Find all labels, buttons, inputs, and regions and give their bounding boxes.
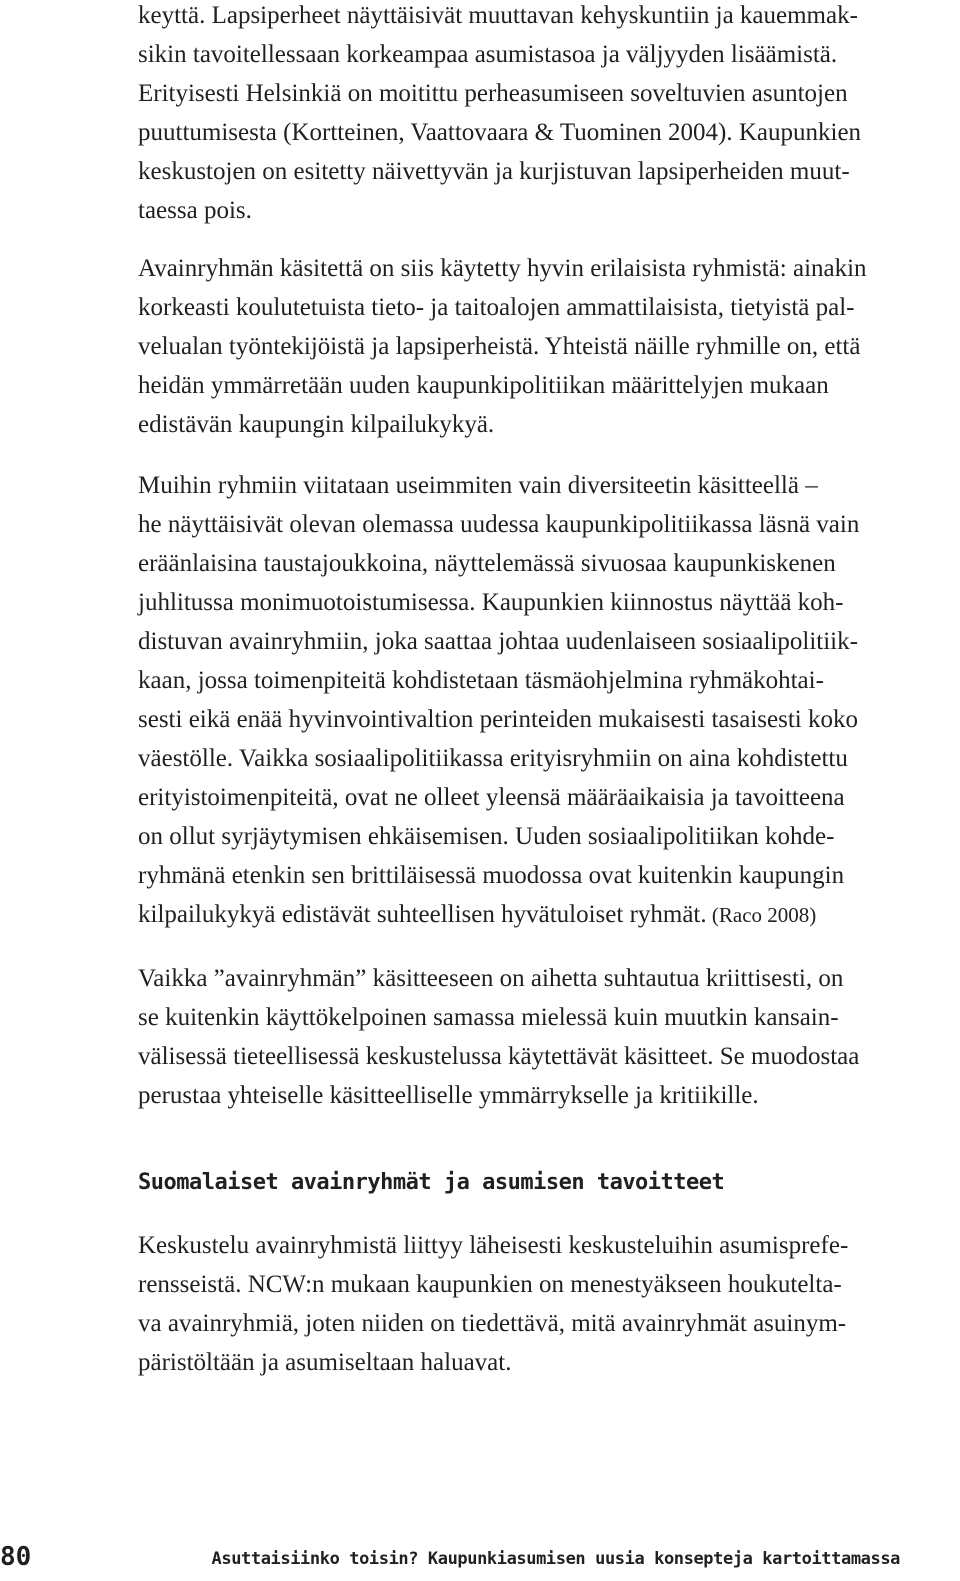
text-line: Muihin ryhmiin viitataan useimmiten vain diversiteetin käsitteellä – [138,472,818,499]
text-line: va avainryhmiä, joten niiden on tiedettävä, mitä avainryhmät asuinym- [138,1310,847,1337]
text-line: rensseistä. NCW:n mukaan kaupunkien on menestyäkseen houkutelta- [138,1271,842,1298]
text-line: heidän ymmärretään uuden kaupunkipolitiikan määrittelyjen mukaan [138,372,829,399]
text-line: juhlitussa monimuotoistumisessa. Kaupunkien kiinnostus näyttää koh- [138,589,844,616]
text-line: kaan, jossa toimenpiteitä kohdistetaan täsmäohjelmina ryhmäkohtai- [138,667,824,694]
paragraph-muihin-ryhmiin [138,466,950,935]
text-line: edistävän kaupungin kilpailukykyä. [138,411,495,438]
text-line: erityistoimenpiteitä, ovat ne olleet yleensä määräaikaisia ja tavoitteena [138,784,845,811]
text-line: keyttä. Lapsiperheet näyttäisivät muuttavan kehyskuntiin ja kauemmak- [138,2,858,29]
citation: (Raco 2008) [706,903,817,927]
text-line: Keskustelu avainryhmistä liittyy läheisesti keskusteluihin asumisprefe- [138,1232,849,1259]
text-line: Avainryhmän käsitettä on siis käytetty hyvin erilaisista ryhmistä: ainakin [138,255,867,282]
text-line: Erityisesti Helsinkiä on moitittu perheasumiseen soveltuvien asuntojen [138,80,848,107]
paragraph-vaikka-avainryhman [138,959,950,1115]
text-line: eräänlaisina taustajoukkoina, näyttelemässä sivuosaa kaupunkiskenen [138,550,836,577]
paragraph-avainryhman-kasite [138,249,950,444]
text-line: kilpailukykyä edistävät suhteellisen hyvätuloiset ryhmät. [138,901,707,928]
text-line: on ollut syrjäytymisen ehkäisemisen. Uuden sosiaalipolitiikan kohde- [138,823,835,850]
text-line: Vaikka ”avainryhmän” käsitteeseen on aihetta suhtautua kriittisesti, on [138,965,844,992]
text-line: päristöltään ja asumiseltaan haluavat. [138,1349,512,1376]
text-line: sesti eikä enää hyvinvointivaltion perinteiden mukaisesti tasaisesti koko [138,706,858,733]
text-line: he näyttäisivät olevan olemassa uudessa kaupunkipolitiikassa läsnä vain [138,511,860,538]
section-heading: Suomalaiset avainryhmät ja asumisen tavoitteet [138,1170,725,1195]
text-line: sikin tavoitellessaan korkeampaa asumistasoa ja väljyyden lisäämistä. [138,41,838,68]
text-line: väestölle. Vaikka sosiaalipolitiikassa erityisryhmiin on aina kohdistettu [138,745,848,772]
text-line: distuvan avainryhmiin, joka saattaa johtaa uudenlaiseen sosiaalipolitiik- [138,628,858,655]
text-line: velualan työntekijöistä ja lapsiperheistä. Yhteistä näille ryhmille on, että [138,333,861,360]
running-footer-title: Asuttaisiinko toisin? Kaupunkiasumisen uusia konsepteja kartoittamassa [211,1549,900,1569]
text-line: perustaa yhteiselle käsitteelliselle ymmärrykselle ja kritiikille. [138,1082,759,1109]
text-line: se kuitenkin käyttökelpoinen samassa mielessä kuin muutkin kansain- [138,1004,839,1031]
paragraph-keskustelu [138,1226,950,1382]
text-line: keskustojen on esitetty näivettyvän ja kurjistuvan lapsiperheiden muut- [138,158,850,185]
text-line: korkeasti koulutetuista tieto- ja taitoalojen ammattilaisista, tietyistä pal- [138,294,855,321]
page-number: 80 [0,1542,32,1572]
paragraph-lapsiperheet [138,0,950,230]
text-line: puuttumisesta (Kortteinen, Vaattovaara & Tuominen 2004). Kaupunkien [138,119,862,146]
text-line: ryhmänä etenkin sen brittiläisessä muodossa ovat kuitenkin kaupungin [138,862,845,889]
text-line: välisessä tieteellisessä keskustelussa käytettävät käsitteet. Se muodostaa [138,1043,860,1070]
text-line: taessa pois. [138,197,252,224]
